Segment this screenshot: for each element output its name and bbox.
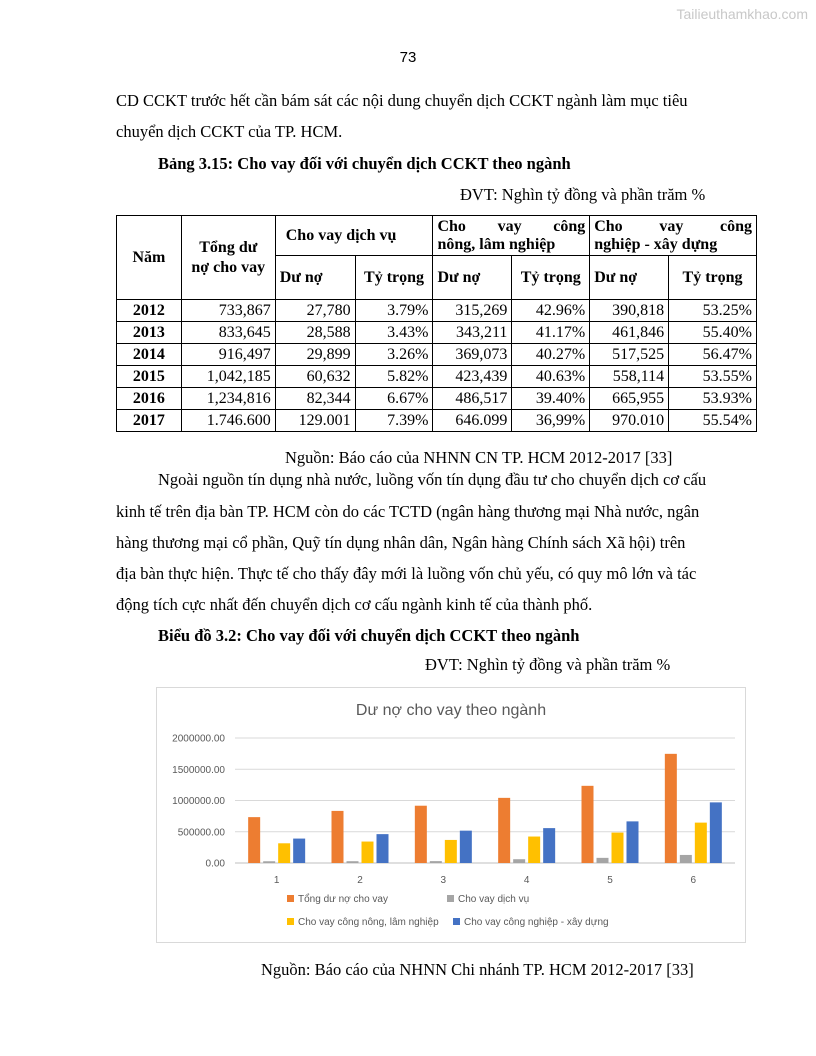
bar-mark bbox=[332, 811, 344, 863]
services-share-cell: 3.79% bbox=[355, 300, 433, 322]
table-row bbox=[117, 388, 757, 410]
legend-swatch bbox=[287, 918, 294, 925]
ind-share-cell: 53.25% bbox=[669, 300, 757, 322]
bar-mark bbox=[513, 859, 525, 863]
x-tick-label: 3 bbox=[440, 875, 447, 886]
total-cell: 1,234,816 bbox=[181, 388, 275, 410]
y-tick-label: 500000.00 bbox=[177, 827, 225, 839]
services-debt-cell: 60,632 bbox=[275, 366, 355, 388]
ind-debt-cell: 970.010 bbox=[590, 410, 669, 432]
para-line-1: Ngoài nguồn tín dụng nhà nước, luồng vốn tín dụng đầu tư cho chuyển dịch cơ cấu bbox=[158, 470, 707, 489]
x-tick-label: 6 bbox=[690, 875, 697, 886]
ind-share-cell: 53.55% bbox=[669, 366, 757, 388]
bar-mark bbox=[612, 833, 624, 863]
services-share-cell: 6.67% bbox=[355, 388, 433, 410]
year-cell: 2016 bbox=[117, 388, 182, 410]
para-line-4: địa bàn thực hiện. Thực tế cho thấy đây mới là luồng vốn chủ yếu, có quy mô lớn và tác bbox=[116, 564, 697, 583]
services-share-cell: 7.39% bbox=[355, 410, 433, 432]
total-cell: 733,867 bbox=[181, 300, 275, 322]
total-cell: 916,497 bbox=[181, 344, 275, 366]
bar-mark bbox=[665, 754, 677, 863]
legend-label: Cho vay công nghiệp - xây dựng bbox=[464, 917, 609, 928]
legend-label: Tổng dư nợ cho vay bbox=[298, 894, 388, 905]
sub-share-agri: Tỷ trọng bbox=[512, 256, 590, 300]
bar-mark bbox=[445, 840, 457, 863]
services-debt-cell: 28,588 bbox=[275, 322, 355, 344]
ind-debt-cell: 517,525 bbox=[590, 344, 669, 366]
legend-swatch bbox=[447, 895, 454, 902]
agri-debt-cell: 369,073 bbox=[433, 344, 512, 366]
table-row bbox=[117, 366, 757, 388]
services-share-cell: 5.82% bbox=[355, 366, 433, 388]
sub-debt-ind: Dư nợ bbox=[590, 256, 669, 300]
ind-share-cell: 55.54% bbox=[669, 410, 757, 432]
para-line-2: kinh tế trên địa bàn TP. HCM còn do các TCTD (ngân hàng thương mại Nhà nước, ngân bbox=[116, 502, 700, 521]
sub-share-services: Tỷ trọng bbox=[355, 256, 433, 300]
table-source: Nguồn: Báo cáo của NHNN CN TP. HCM 2012-2017 [33] bbox=[285, 448, 673, 467]
bar-mark bbox=[695, 823, 707, 863]
services-debt-cell: 29,899 bbox=[275, 344, 355, 366]
services-share-cell: 3.26% bbox=[355, 344, 433, 366]
agri-share-cell: 40.27% bbox=[512, 344, 590, 366]
header-ind-line2: nghiệp - xây dựng bbox=[594, 235, 718, 253]
bar-mark bbox=[377, 834, 389, 863]
agri-share-cell: 36,99% bbox=[512, 410, 590, 432]
page-number: 73 bbox=[399, 49, 417, 66]
ind-share-cell: 55.40% bbox=[669, 322, 757, 344]
y-tick-label: 0.00 bbox=[205, 858, 225, 870]
table-header-row bbox=[117, 216, 757, 256]
year-cell: 2014 bbox=[117, 344, 182, 366]
bar-mark bbox=[430, 861, 442, 863]
table-body bbox=[117, 300, 757, 432]
agri-debt-cell: 486,517 bbox=[433, 388, 512, 410]
x-tick-label: 2 bbox=[357, 875, 363, 886]
legend-swatch bbox=[287, 895, 294, 902]
header-services: Cho vay dịch vụ bbox=[275, 216, 433, 256]
x-tick-label: 4 bbox=[523, 875, 530, 886]
table-unit: ĐVT: Nghìn tỷ đồng và phần trăm % bbox=[460, 185, 706, 204]
table-row bbox=[117, 410, 757, 432]
header-total bbox=[181, 216, 275, 300]
intro-line-1: CD CCKT trước hết cần bám sát các nội dung chuyển dịch CCKT ngành làm mục tiêu bbox=[116, 91, 688, 110]
chart-title: Dư nợ cho vay theo ngành bbox=[355, 702, 547, 719]
agri-debt-cell: 646.099 bbox=[433, 410, 512, 432]
sub-share-ind: Tỷ trọng bbox=[669, 256, 757, 300]
header-total-line1: Tổng dư bbox=[199, 238, 258, 256]
agri-debt-cell: 343,211 bbox=[433, 322, 512, 344]
chart-unit: ĐVT: Nghìn tỷ đồng và phần trăm % bbox=[425, 655, 671, 674]
bar-chart bbox=[157, 688, 745, 942]
services-debt-cell: 82,344 bbox=[275, 388, 355, 410]
bar-mark bbox=[627, 821, 639, 863]
para-line-5: động tích cực nhất đến chuyển dịch cơ cấu ngành kinh tế của thành phố. bbox=[116, 595, 593, 614]
bar-mark bbox=[680, 855, 692, 863]
header-ind bbox=[590, 216, 757, 256]
header-year: Năm bbox=[117, 216, 182, 300]
agri-debt-cell: 423,439 bbox=[433, 366, 512, 388]
chart-caption: Biểu đồ 3.2: Cho vay đối với chuyển dịch CCKT theo ngành bbox=[158, 626, 580, 645]
bar-mark bbox=[362, 842, 374, 863]
bar-mark bbox=[597, 858, 609, 863]
bar-mark bbox=[528, 837, 540, 863]
loan-table bbox=[116, 215, 757, 432]
bar-mark bbox=[460, 831, 472, 863]
y-tick-label: 1500000.00 bbox=[172, 764, 225, 776]
legend-label: Cho vay dịch vụ bbox=[458, 894, 530, 905]
bar-mark bbox=[248, 817, 260, 863]
sub-debt-agri: Dư nợ bbox=[433, 256, 512, 300]
services-debt-cell: 27,780 bbox=[275, 300, 355, 322]
bar-mark bbox=[415, 806, 427, 863]
agri-share-cell: 40.63% bbox=[512, 366, 590, 388]
header-ind-line1: Cho vay công bbox=[594, 217, 752, 235]
agri-debt-cell: 315,269 bbox=[433, 300, 512, 322]
chart-source: Nguồn: Báo cáo của NHNN Chi nhánh TP. HCM 2012-2017 [33] bbox=[261, 960, 694, 979]
table-row bbox=[117, 344, 757, 366]
bar-mark bbox=[710, 802, 722, 863]
y-tick-label: 2000000.00 bbox=[172, 733, 225, 745]
bar-mark bbox=[582, 786, 594, 863]
header-agri-line2: nông, lâm nghiệp bbox=[437, 235, 556, 253]
ind-debt-cell: 558,114 bbox=[590, 366, 669, 388]
year-cell: 2017 bbox=[117, 410, 182, 432]
header-agri-line1: Cho vay công bbox=[437, 217, 586, 235]
table-row bbox=[117, 300, 757, 322]
services-share-cell: 3.43% bbox=[355, 322, 433, 344]
total-cell: 833,645 bbox=[181, 322, 275, 344]
header-agri bbox=[433, 216, 590, 256]
total-cell: 1.746.600 bbox=[181, 410, 275, 432]
table-title: Bảng 3.15: Cho vay đối với chuyển dịch CCKT theo ngành bbox=[158, 154, 571, 173]
services-debt-cell: 129.001 bbox=[275, 410, 355, 432]
year-cell: 2015 bbox=[117, 366, 182, 388]
y-tick-label: 1000000.00 bbox=[172, 796, 225, 807]
total-cell: 1,042,185 bbox=[181, 366, 275, 388]
ind-debt-cell: 390,818 bbox=[590, 300, 669, 322]
bar-mark bbox=[278, 843, 290, 863]
sub-debt-services: Dư nợ bbox=[275, 256, 355, 300]
bar-mark bbox=[347, 861, 359, 863]
ind-share-cell: 56.47% bbox=[669, 344, 757, 366]
year-cell: 2013 bbox=[117, 322, 182, 344]
legend-label: Cho vay công nông, lâm nghiệp bbox=[298, 917, 439, 928]
chart-container bbox=[156, 687, 746, 943]
bar-mark bbox=[498, 798, 510, 863]
legend-swatch bbox=[453, 918, 460, 925]
header-total-line2: nợ cho vay bbox=[191, 258, 266, 276]
ind-debt-cell: 665,955 bbox=[590, 388, 669, 410]
agri-share-cell: 42.96% bbox=[512, 300, 590, 322]
agri-share-cell: 39.40% bbox=[512, 388, 590, 410]
watermark: Tailieuthamkhao.com bbox=[676, 6, 808, 22]
intro-line-2: chuyển dịch CCKT của TP. HCM. bbox=[116, 122, 343, 141]
ind-debt-cell: 461,846 bbox=[590, 322, 669, 344]
agri-share-cell: 41.17% bbox=[512, 322, 590, 344]
ind-share-cell: 53.93% bbox=[669, 388, 757, 410]
year-cell: 2012 bbox=[117, 300, 182, 322]
table-row bbox=[117, 322, 757, 344]
x-tick-label: 1 bbox=[273, 875, 280, 886]
bar-mark bbox=[263, 861, 275, 863]
para-line-3: hàng thương mại cổ phần, Quỹ tín dụng nhân dân, Ngân hàng Chính sách Xã hội) trên bbox=[116, 533, 686, 552]
bar-mark bbox=[293, 839, 305, 863]
x-tick-label: 5 bbox=[607, 875, 613, 886]
bar-mark bbox=[543, 828, 555, 863]
